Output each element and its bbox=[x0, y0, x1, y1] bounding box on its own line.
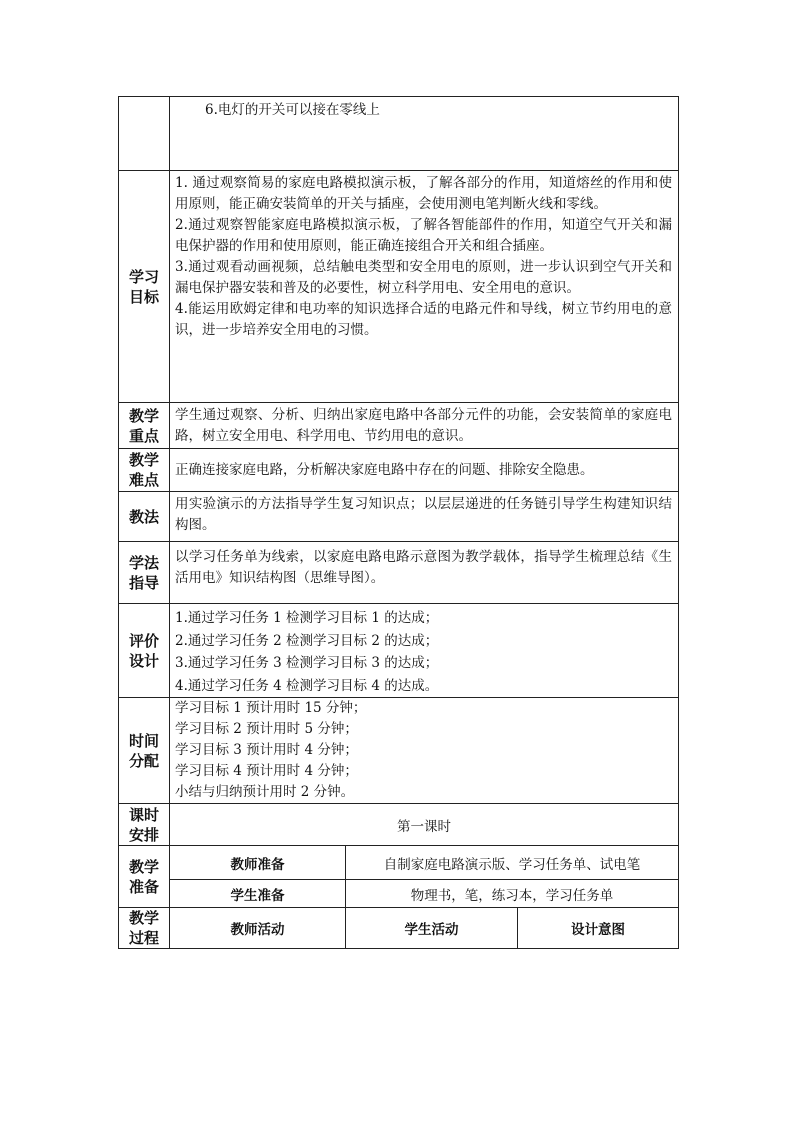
row-difficulties bbox=[119, 449, 679, 492]
row-objectives bbox=[119, 171, 679, 403]
objective-item-2: 2.通过观察智能家庭电路模拟演示板，了解各智能部件的作用，知道空气开关和漏电保护器的作用和使用原则，能正确连接组合开关和组合插座。 bbox=[175, 217, 672, 254]
row-previous-continued bbox=[119, 97, 679, 171]
time-item-1: 学习目标 1 预计用时 15 分钟； bbox=[175, 700, 367, 716]
process-student-col: 学生活动 bbox=[404, 922, 459, 938]
student-prep-value: 物理书，笔，练习本，学习任务单 bbox=[410, 887, 614, 904]
objectives-label: 学习目标 bbox=[128, 267, 159, 306]
schedule-label: 课时安排 bbox=[128, 805, 159, 844]
previous-item-text: 6.电灯的开关可以接在零线上 bbox=[205, 102, 380, 118]
process-intent-col: 设计意图 bbox=[571, 922, 625, 938]
lesson-plan-table bbox=[118, 96, 679, 949]
method-label: 教法 bbox=[128, 507, 159, 526]
evaluation-item-2: 2.通过学习任务 2 检测学习目标 2 的达成； bbox=[175, 632, 439, 649]
key-points-label: 教学重点 bbox=[128, 406, 159, 445]
study-guide-label: 学法指导 bbox=[128, 553, 159, 592]
time-item-2: 学习目标 2 预计用时 5 分钟； bbox=[175, 721, 358, 737]
objective-item-1: 1. 通过观察简易的家庭电路模拟演示板，了解各部分的作用，知道熔丝的作用和使用原则，能正确安装简单的开关与插座，会使用测电笔判断火线和零线。 bbox=[175, 175, 672, 212]
process-label: 教学过程 bbox=[128, 909, 159, 947]
row-schedule bbox=[119, 804, 679, 846]
time-label: 时间分配 bbox=[128, 731, 159, 770]
method-text: 用实验演示的方法指导学生复习知识点；以层层递进的任务链引导学生构建知识结构图。 bbox=[175, 496, 672, 533]
teacher-prep-value: 自制家庭电路演示版、学习任务单、试电笔 bbox=[383, 856, 641, 873]
student-prep-label: 学生准备 bbox=[230, 887, 285, 904]
schedule-text: 第一课时 bbox=[397, 818, 451, 835]
preparation-label: 教学准备 bbox=[128, 857, 159, 896]
row-key-points bbox=[119, 403, 679, 449]
row-evaluation bbox=[119, 604, 679, 698]
evaluation-item-3: 3.通过学习任务 3 检测学习目标 3 的达成； bbox=[175, 655, 439, 671]
key-points-text: 学生通过观察、分析、归纳出家庭电路中各部分元件的功能，会安装简单的家庭电路，树立安全用电、科学用电、节约用电的意识。 bbox=[175, 407, 672, 444]
time-item-3: 学习目标 3 预计用时 4 分钟； bbox=[175, 742, 358, 758]
evaluation-label: 评价设计 bbox=[128, 631, 159, 670]
teacher-prep-label: 教师准备 bbox=[230, 856, 285, 873]
row-time-allocation bbox=[119, 698, 679, 804]
difficulties-text: 正确连接家庭电路，分析解决家庭电路中存在的问题、排除安全隐患。 bbox=[175, 461, 594, 478]
time-item-5: 小结与归纳预计用时 2 分钟。 bbox=[175, 784, 355, 800]
objective-item-3: 3.通过观看动画视频，总结触电类型和安全用电的原则，进一步认识到空气开关和漏电保护器安装和普及的必要性，树立科学用电、安全用电的意识。 bbox=[175, 259, 672, 296]
process-teacher-col: 教师活动 bbox=[230, 922, 285, 938]
study-guide-text: 以学习任务单为线索，以家庭电路电路示意图为教学载体，指导学生梳理总结《生活用电》知识结构图（思维导图）。 bbox=[175, 549, 672, 586]
evaluation-item-1: 1.通过学习任务 1 检测学习目标 1 的达成； bbox=[175, 610, 439, 626]
objective-item-4: 4.能运用欧姆定律和电功率的知识选择合适的电路元件和导线，树立节约用电的意识，进一步培养安全用电的习惯。 bbox=[175, 301, 672, 338]
row-preparation-teacher bbox=[119, 846, 679, 880]
evaluation-item-4: 4.通过学习任务 4 检测学习目标 4 的达成。 bbox=[175, 677, 439, 694]
time-item-4: 学习目标 4 预计用时 4 分钟； bbox=[175, 763, 358, 779]
blank-label-cell bbox=[119, 97, 170, 171]
row-method bbox=[119, 492, 679, 542]
row-process bbox=[119, 908, 679, 949]
row-preparation-student bbox=[119, 880, 679, 908]
difficulties-label: 教学难点 bbox=[128, 451, 159, 489]
row-study-guide bbox=[119, 542, 679, 604]
